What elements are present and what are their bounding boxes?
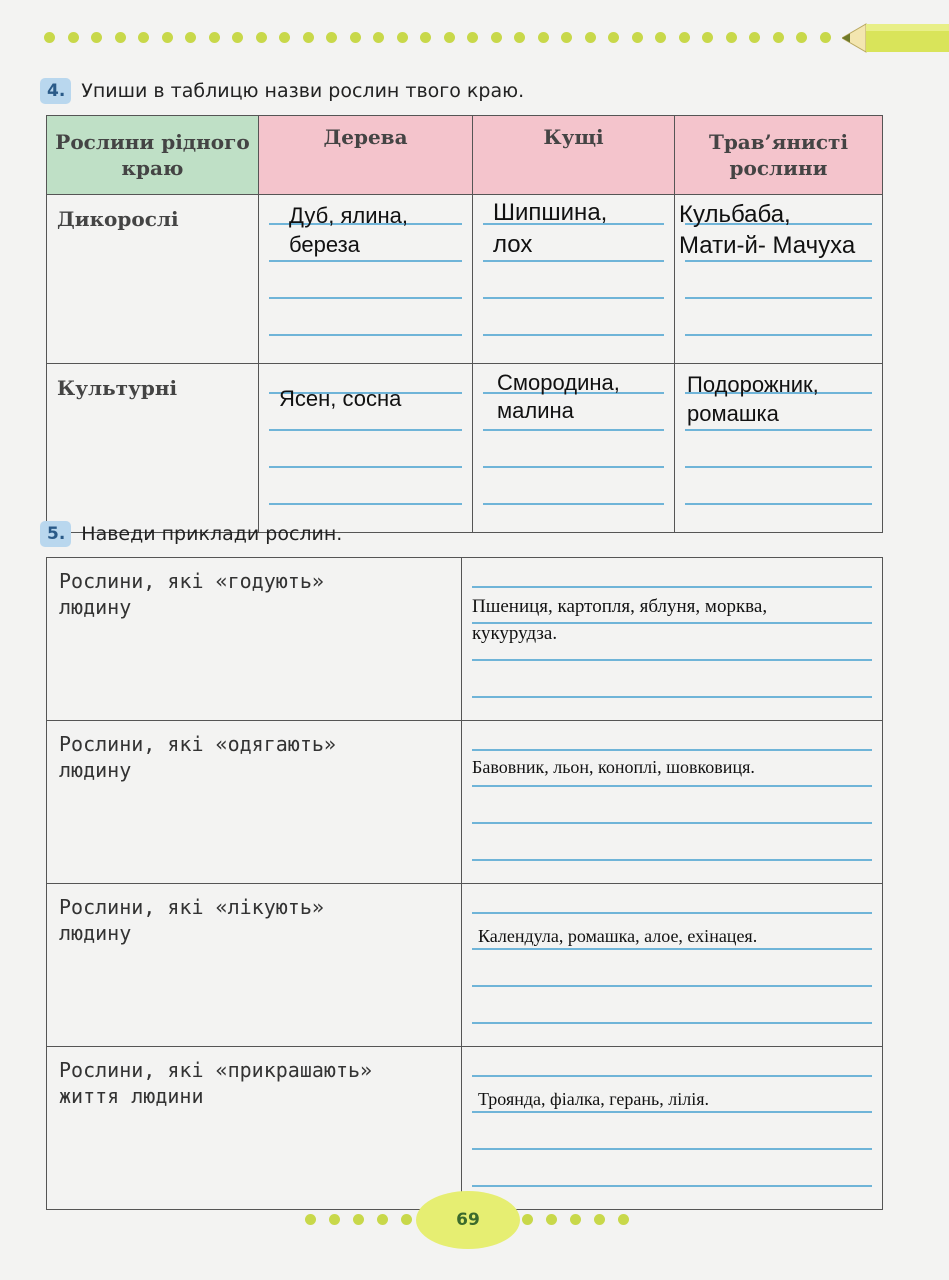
decorative-dot [546,1214,557,1225]
decorative-dot [68,32,79,43]
decorative-dot [594,1214,605,1225]
decorative-dot [305,1214,316,1225]
page-number: 69 [416,1191,520,1249]
task5-heading [40,521,342,547]
decorative-dot [726,32,737,43]
decorative-dot [256,32,267,43]
decorative-dot [655,32,666,43]
top-dot-border [44,32,831,43]
answer-line: Подорожник, [687,372,819,397]
decorative-dot [353,1214,364,1225]
answer-line: Троянда, фіалка, герань, лілія. [478,1089,709,1109]
decorative-dot [796,32,807,43]
answer-line: Мати-й- Мачуха [679,232,856,259]
table-row-clothe [47,721,883,884]
plant-examples-table [46,557,883,1210]
row-label-wild: Дикорослі [47,195,259,364]
answer-cell-clothe[interactable] [462,721,883,884]
table-row-heal [47,884,883,1047]
task4-number-badge: 4. [40,78,71,104]
decorative-dot [444,32,455,43]
row-label-clothe: Рослини, які «одягають» людину [47,721,462,884]
decorative-dot [773,32,784,43]
table-row-decorate [47,1047,883,1210]
bottom-dots-right [522,1214,629,1225]
cell-wild-herbaceous[interactable] [675,195,883,364]
decorative-dot [401,1214,412,1225]
answer-line: Кульбаба, [679,201,791,228]
decorative-dot [279,32,290,43]
decorative-dot [585,32,596,43]
decorative-dot [232,32,243,43]
header-native-plants: Рослини рідного краю [47,116,259,195]
decorative-dot [749,32,760,43]
table-row-feed [47,558,883,721]
decorative-dot [138,32,149,43]
cell-wild-shrubs[interactable] [473,195,675,364]
decorative-dot [329,1214,340,1225]
task4-heading [40,78,524,104]
answer-line: Дуб, ялина, [289,203,408,228]
row-label-decorate: Рослини, які «прикрашають» життя людини [47,1047,462,1210]
decorative-dot [185,32,196,43]
decorative-dot [420,32,431,43]
decorative-dot [377,1214,388,1225]
task5-number-badge: 5. [40,521,71,547]
answer-cell-heal[interactable] [462,884,883,1047]
decorative-dot [373,32,384,43]
decorative-dot [91,32,102,43]
table-row-cultivated [47,364,883,533]
decorative-dot [397,32,408,43]
decorative-dot [561,32,572,43]
decorative-dot [162,32,173,43]
header-herbaceous: Трав’янисті рослини [675,116,883,195]
decorative-dot [303,32,314,43]
answer-line: Шипшина, [493,199,608,226]
cell-cultivated-herbaceous[interactable] [675,364,883,533]
row-label-heal: Рослини, які «лікують» людину [47,884,462,1047]
decorative-dot [679,32,690,43]
answer-line: кукурудза. [472,623,558,644]
decorative-dot [115,32,126,43]
bottom-dots-left [305,1214,412,1225]
pencil-icon [842,18,949,58]
header-trees: Дерева [259,116,473,195]
decorative-dot [522,1214,533,1225]
task4-instruction: Упиши в таблицю назви рослин твого краю. [81,80,525,102]
decorative-dot [618,1214,629,1225]
row-label-feed: Рослини, які «годують» людину [47,558,462,721]
row-label-cultivated: Культурні [47,364,259,533]
answer-cell-decorate[interactable] [462,1047,883,1210]
answer-line: лох [493,231,533,258]
header-shrubs: Кущі [473,116,675,195]
answer-line: Бавовник, льон, коноплі, шовковиця. [472,757,755,777]
decorative-dot [209,32,220,43]
answer-line: Смородина, [497,370,620,395]
decorative-dot [570,1214,581,1225]
decorative-dot [608,32,619,43]
decorative-dot [820,32,831,43]
decorative-dot [632,32,643,43]
cell-cultivated-trees[interactable] [259,364,473,533]
table-row-wild [47,195,883,364]
answer-cell-feed[interactable] [462,558,883,721]
answer-line: Ясен, сосна [279,386,402,411]
answer-line: малина [497,398,574,423]
plants-of-region-table [46,115,883,533]
decorative-dot [467,32,478,43]
cell-cultivated-shrubs[interactable] [473,364,675,533]
decorative-dot [538,32,549,43]
decorative-dot [326,32,337,43]
answer-line: ромашка [687,401,779,426]
decorative-dot [491,32,502,43]
answer-line: береза [289,232,360,257]
decorative-dot [514,32,525,43]
decorative-dot [44,32,55,43]
answer-line: Календула, ромашка, алое, ехінацея. [478,926,758,946]
task5-instruction: Наведи приклади рослин. [81,523,343,545]
decorative-dot [702,32,713,43]
answer-line: Пшениця, картопля, яблуня, морква, [472,596,768,617]
decorative-dot [350,32,361,43]
cell-wild-trees[interactable] [259,195,473,364]
